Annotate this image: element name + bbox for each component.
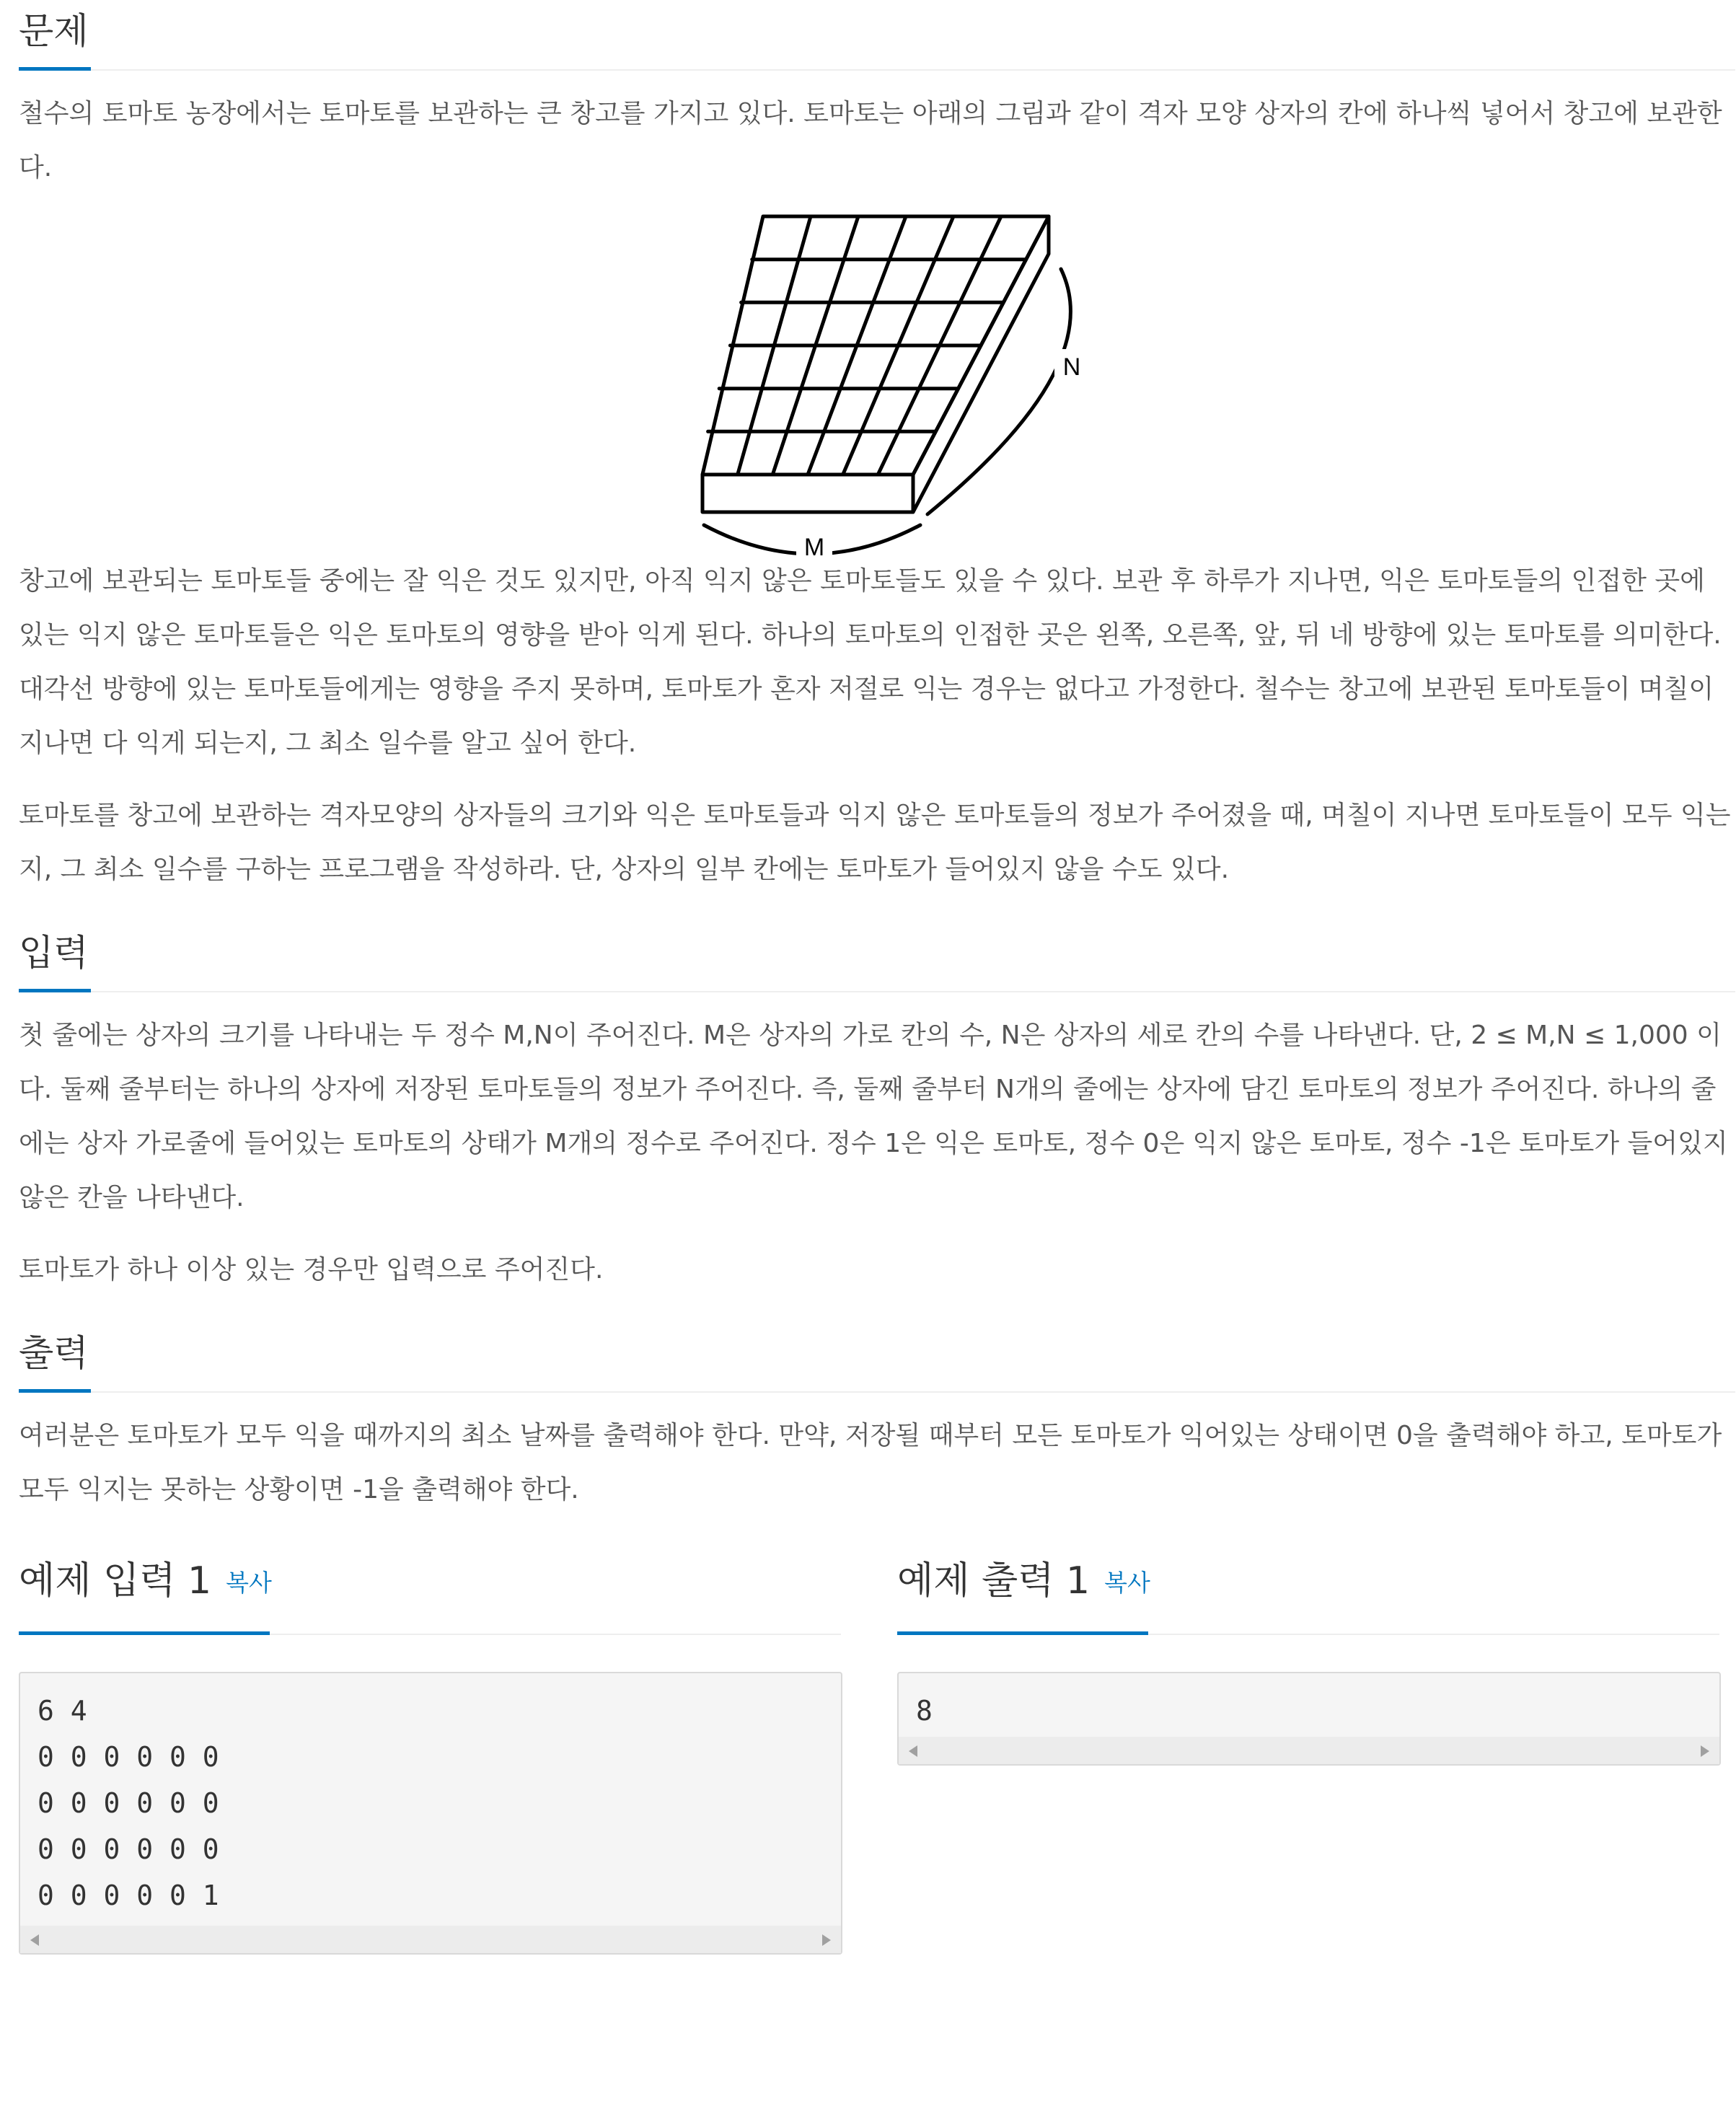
sample-input-panel xyxy=(19,1546,841,1911)
scroll-right-arrow-icon[interactable] xyxy=(822,1934,831,1946)
output-heading: 출력 xyxy=(19,1332,89,1374)
input-description-2: 토마토가 하나 이상 있는 경우만 입력으로 주어진다. xyxy=(19,1255,604,1285)
sample-input-code xyxy=(19,1672,842,1955)
n-dimension-arc xyxy=(928,269,1070,514)
section-accent-bar xyxy=(19,1631,270,1635)
scroll-right-arrow-icon[interactable] xyxy=(1701,1745,1709,1757)
sample-input-title-text: 예제 입력 1 xyxy=(19,1559,212,1603)
sample-output-title xyxy=(897,1556,1150,1608)
sample-input-header xyxy=(19,1546,841,1632)
section-divider xyxy=(19,69,1735,71)
section-divider xyxy=(19,1391,1735,1393)
sample-output-code xyxy=(897,1672,1721,1766)
code-line: 0 0 0 0 0 0 xyxy=(38,1833,219,1865)
m-label: M xyxy=(803,534,825,561)
sample-output-title-text: 예제 출력 1 xyxy=(897,1559,1090,1603)
problem-description-2: 창고에 보관되는 토마토들 중에는 잘 익은 것도 있지만, 아직 익지 않은 토마토들도 있을 수 있다. 보관 후 하루가 지나면, 익은 토마토들의 인접한 곳에 있는 익지 않은 토마토들은 익은 토마토의 영향을 받아 익게 된다. 하나의 토마토의 인접한 곳은 왼쪽, 오른쪽, 앞, 뒤 네 방향에 있는 토마토를 의미한다. 대각선 방향에 있는 토마토들에게는 영향을 주지 못하며, 토마토가 혼자 저절로 익는 경우는 없다고 가정한다. 철수는 창고에 보관된 토마토들이 며칠이 지나면 다 익게 되는지, 그 최소 일수를 알고 싶어 한다. xyxy=(19,566,1722,758)
input-description-1: 첫 줄에는 상자의 크기를 나타내는 두 정수 M,N이 주어진다. M은 상자의 가로 칸의 수, N은 상자의 세로 칸의 수를 나타낸다. 단, 2 ≤ M,N ≤ 1,000 이다. 둘째 줄부터는 하나의 상자에 저장된 토마토들의 정보가 주어진다. 즉, 둘째 줄부터 N개의 줄에는 상자에 담긴 토마토의 정보가 주어진다. 하나의 줄에는 상자 가로줄에 들어있는 토마토의 상태가 M개의 정수로 주어진다. 정수 1은 익은 토마토, 정수 0은 익지 않은 토마토, 정수 -1은 토마토가 들어있지 않은 칸을 나타낸다. xyxy=(19,1021,1728,1212)
horizontal-scrollbar[interactable] xyxy=(899,1737,1719,1764)
section-accent-bar xyxy=(897,1631,1148,1635)
code-line: 0 0 0 0 0 0 xyxy=(38,1787,219,1819)
section-divider xyxy=(19,991,1735,992)
code-line: 6 4 xyxy=(38,1695,87,1727)
copy-sample-output-button[interactable]: 복사 xyxy=(1104,1569,1150,1597)
problem-page xyxy=(19,0,1735,1978)
code-line: 8 xyxy=(916,1695,933,1727)
section-accent-bar xyxy=(19,989,91,992)
problem-section-header xyxy=(19,0,1735,72)
sample-input-title xyxy=(19,1556,272,1608)
code-line: 0 0 0 0 0 1 xyxy=(38,1880,219,1911)
copy-sample-input-button[interactable]: 복사 xyxy=(226,1569,272,1597)
problem-description-1: 철수의 토마토 농장에서는 토마토를 보관하는 큰 창고를 가지고 있다. 토마토는 아래의 그림과 같이 격자 모양 상자의 칸에 하나씩 넣어서 창고에 보관한다. xyxy=(19,99,1722,182)
sample-output-panel xyxy=(897,1546,1719,1727)
samples-row xyxy=(19,1546,1735,1978)
n-label: N xyxy=(1062,353,1081,381)
input-heading: 입력 xyxy=(19,932,89,974)
input-section-header xyxy=(19,922,1735,994)
output-section-header xyxy=(19,1322,1735,1394)
code-line: 0 0 0 0 0 0 xyxy=(38,1741,219,1773)
problem-heading: 문제 xyxy=(19,10,89,52)
scroll-left-arrow-icon[interactable] xyxy=(30,1934,39,1946)
scroll-left-arrow-icon[interactable] xyxy=(909,1745,917,1757)
section-accent-bar xyxy=(19,1389,91,1393)
tomato-box-figure xyxy=(682,208,1086,561)
horizontal-scrollbar[interactable] xyxy=(20,1926,841,1953)
sample-output-header xyxy=(897,1546,1719,1632)
problem-description-3: 토마토를 창고에 보관하는 격자모양의 상자들의 크기와 익은 토마토들과 익지 않은 토마토들의 정보가 주어졌을 때, 며칠이 지나면 토마토들이 모두 익는지, 그 최소 일수를 구하는 프로그램을 작성하라. 단, 상자의 일부 칸에는 토마토가 들어있지 않을 수도 있다. xyxy=(19,801,1731,884)
section-accent-bar xyxy=(19,67,91,71)
output-description: 여러분은 토마토가 모두 익을 때까지의 최소 날짜를 출력해야 한다. 만약, 저장될 때부터 모든 토마토가 익어있는 상태이면 0을 출력해야 하고, 토마토가 모두 익지는 못하는 상황이면 -1을 출력해야 한다. xyxy=(19,1421,1722,1505)
